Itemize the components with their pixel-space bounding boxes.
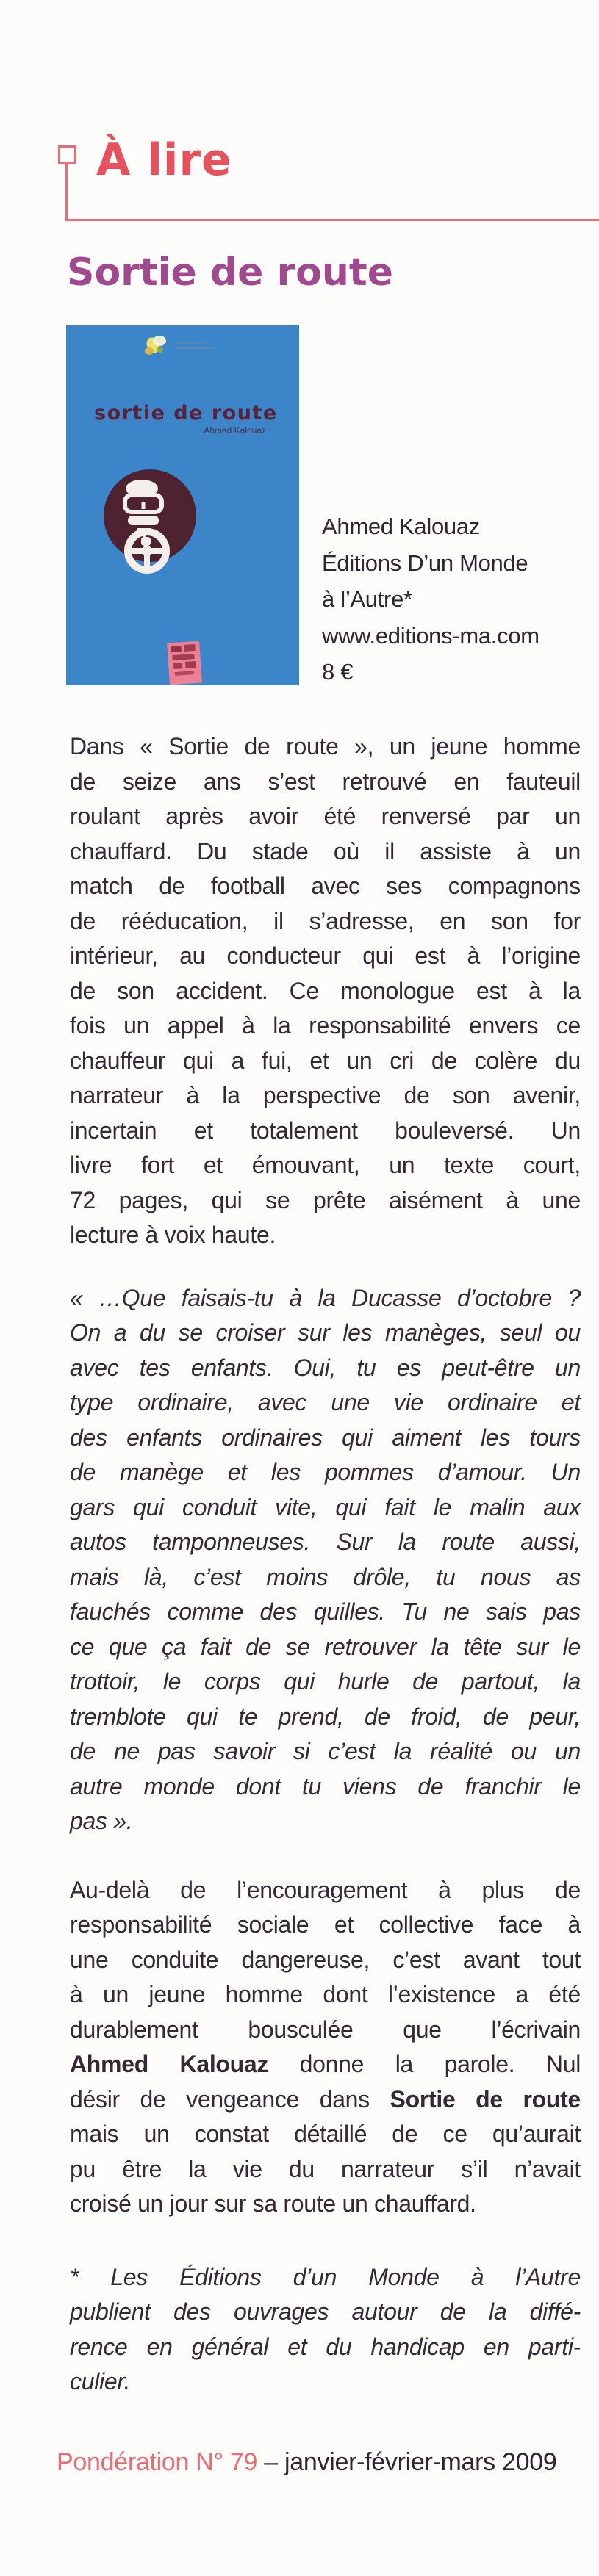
section-rule-vertical [65, 162, 68, 221]
text-line: de manège et les pommes d’amour. Un [70, 1459, 581, 1485]
text-line: désir de vengeance dans Sortie de route [70, 2085, 581, 2113]
text-line: * Les Éditions d’un Monde à l’Autre [70, 2263, 581, 2290]
text-line: fois un appel à la responsabilité envers ce [70, 1012, 581, 1039]
text-line: à un jeune homme dont l’existence a été [70, 1981, 581, 2007]
text-line: Dans « Sortie de route », un jeune homme [70, 733, 581, 760]
text-line: mais là, c’est moins drôle, tu nous as [70, 1563, 581, 1590]
text-line: narrateur à la perspective de son avenir, [70, 1082, 581, 1108]
cover-author: Ahmed Kalouaz [204, 425, 266, 436]
text-line: culier. [70, 2368, 131, 2395]
footer-issue-date: – janvier-février-mars 2009 [264, 2448, 557, 2476]
library-stamp [167, 641, 202, 685]
text-line: durablement bousculée que l’écrivain [70, 2016, 581, 2043]
text-line: mais un constat détaillé de ce qu’aurait [70, 2121, 581, 2147]
book-info [322, 508, 539, 690]
book-cover [66, 325, 299, 685]
text-line: ce que ça fait de se retrouver la tête sur le [70, 1633, 581, 1660]
text-line: roulant après avoir été renversé par un [70, 803, 581, 829]
paragraph [70, 1281, 581, 1839]
article-title: Sortie de route [67, 250, 393, 295]
text-line: rence en général et du handicap en parti- [70, 2333, 581, 2360]
book-publisher-line1: Éditions D’un Monde [322, 549, 528, 576]
text-line: autre monde dont tu viens de franchir le [70, 1772, 581, 1800]
text-line: « …Que faisais-tu à la Ducasse d’octobre ? [70, 1284, 581, 1311]
text-line: publient des ouvrages autour de la diffé- [70, 2298, 581, 2325]
text-line: de son accident. Ce monologue est à la [70, 977, 581, 1004]
page-footer [57, 2449, 556, 2476]
text-line: tremblote qui te prend, de froid, de peur, [70, 1703, 581, 1730]
text-line: des enfants ordinaires qui aiment les tours [70, 1424, 581, 1451]
text-line: croisé un jour sur sa route un chauffard. [70, 2190, 476, 2217]
text-line: On a du se croiser sur les manèges, seul ou [70, 1319, 581, 1346]
book-publisher-line2: à l’Autre* [322, 586, 412, 612]
text-line: une conduite dangereuse, c’est avant tout [70, 1946, 581, 1973]
text-line: incertain et totalement bouleversé. Un [70, 1116, 581, 1144]
text-line: match de football avec ses compagnons [70, 873, 581, 899]
book-website: www.editions-ma.com [322, 622, 539, 649]
paragraph [70, 729, 581, 1253]
text-line: 72 pages, qui se prête aisément à une [70, 1186, 581, 1213]
article-body [70, 729, 581, 2400]
text-line: pas ». [70, 1808, 133, 1834]
text-line: gars qui conduit vite, qui fait le malin aux [70, 1493, 581, 1520]
text-line: type ordinaire, avec une vie ordinaire et [70, 1389, 581, 1415]
text-line: pu être la vie du narrateur s’il n’avait [70, 2155, 581, 2182]
text-line: Au-delà de l’encouragement à plus de [70, 1876, 581, 1903]
text-line: de seize ans s’est retrouvé en fauteuil [70, 768, 581, 795]
text-line: de rééducation, il s’adresse, en son for [70, 907, 581, 934]
text-line: intérieur, au conducteur qui est à l’origine [70, 942, 581, 969]
book-author: Ahmed Kalouaz [322, 513, 480, 539]
text-line: trottoir, le corps qui hurle de partout, la [70, 1668, 581, 1695]
section-title: À lire [96, 134, 232, 186]
section-rule-horizontal [65, 219, 599, 221]
text-line: chauffeur qui a fui, et un cri de colère du [70, 1047, 581, 1074]
cover-title: sortie de route [94, 402, 278, 425]
text-line: lecture à voix haute. [70, 1222, 276, 1248]
text-line: chauffard. Du stade où il assiste à un [70, 837, 581, 865]
paragraph [70, 2260, 581, 2400]
text-line: fauchés comme des quilles. Tu ne sais pas [70, 1598, 581, 1625]
text-line: autos tamponneuses. Sur la route aussi, [70, 1529, 581, 1555]
text-line: de ne pas savoir si c’est la réalité ou un [70, 1738, 581, 1764]
section-marker-square [58, 145, 76, 164]
text-line: avec tes enfants. Oui, tu es peut-être un [70, 1354, 581, 1381]
text-line: Ahmed Kalouaz donne la parole. Nul [70, 2051, 581, 2077]
text-line: responsabilité sociale et collective face à [70, 1911, 581, 1938]
book-price: 8 € [322, 659, 354, 685]
paragraph [70, 1873, 581, 2222]
text-line: livre fort et émouvant, un texte court, [70, 1152, 581, 1178]
footer-publication-name: Pondération N° 79 [57, 2448, 258, 2476]
